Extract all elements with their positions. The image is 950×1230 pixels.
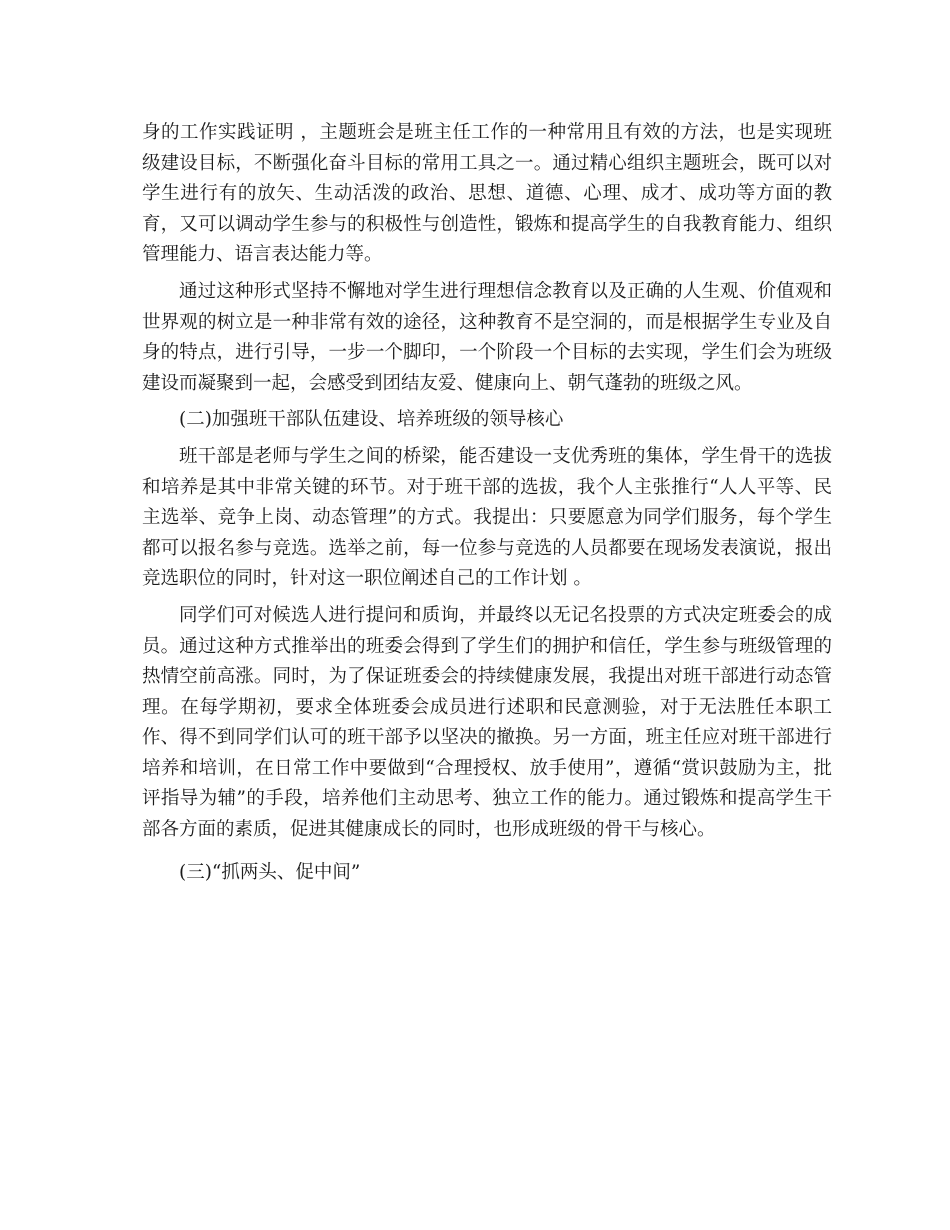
section-heading-3: (三)“抓两头、促中间” [179,861,361,883]
paragraph-2: 通过这种形式坚持不懈地对学生进行理想信念教育以及正确的人生观、价值观和世界观的树立是一种非常有效的途径，这种教育不是空洞的，而是根据学生专业及自身的特点，进行引导，一步一个脚印，一个阶段一个目标的去实现，学生们会为班级建设而凝聚到一起，会感受到团结友爱、健康向上、朝气蓬勃的班级之风。 [142,280,832,394]
section-heading-2: (二)加强班干部队伍建设、培养班级的领导核心 [179,409,564,431]
paragraph-3: 班干部是老师与学生之间的桥梁，能否建设一支优秀班的集体，学生骨干的选拔和培养是其中非常关键的环节。对于班干部的选拔，我个人主张推行“人人平等、民主选举、竞争上岗、动态管理”的方式。我提出：只要愿意为同学们服务，每个学生都可以报名参与竞选。选举之前，每一位参与竞选的人员都要在现场发表演说，报出竞选职位的同时，针对这一职位阐述自己的工作计划 。 [142,445,832,590]
document-body [142,118,832,894]
paragraph-1: 身的工作实践证明 ，主题班会是班主任工作的一种常用且有效的方法，也是实现班级建设目标，不断强化奋斗目标的常用工具之一。通过精心组织主题班会，既可以对学生进行有的放矢、生动活泼的政治、思想、道德、心理、成才、成功等方面的教育，又可以调动学生参与的积极性与创造性，锻炼和提高学生的自我教育能力、组织管理能力、语言表达能力等。 [142,122,832,266]
paragraph-4: 同学们可对候选人进行提问和质询，并最终以无记名投票的方式决定班委会的成员。通过这种方式推举出的班委会得到了学生们的拥护和信任，学生参与班级管理的热情空前高涨。同时，为了保证班委会的持续健康发展，我提出对班干部进行动态管理。在每学期初，要求全体班委会成员进行述职和民意测验，对于无法胜任本职工作、得不到同学们认可的班干部予以坚决的撤换。另一方面，班主任应对班干部进行培养和培训，在日常工作中要做到“合理授权、放手使用”，遵循“赏识鼓励为主，批评指导为辅”的手段，培养他们主动思考、独立工作的能力。通过锻炼和提高学生干部各方面的素质，促进其健康成长的同时，也形成班级的骨干与核心。 [142,604,832,841]
